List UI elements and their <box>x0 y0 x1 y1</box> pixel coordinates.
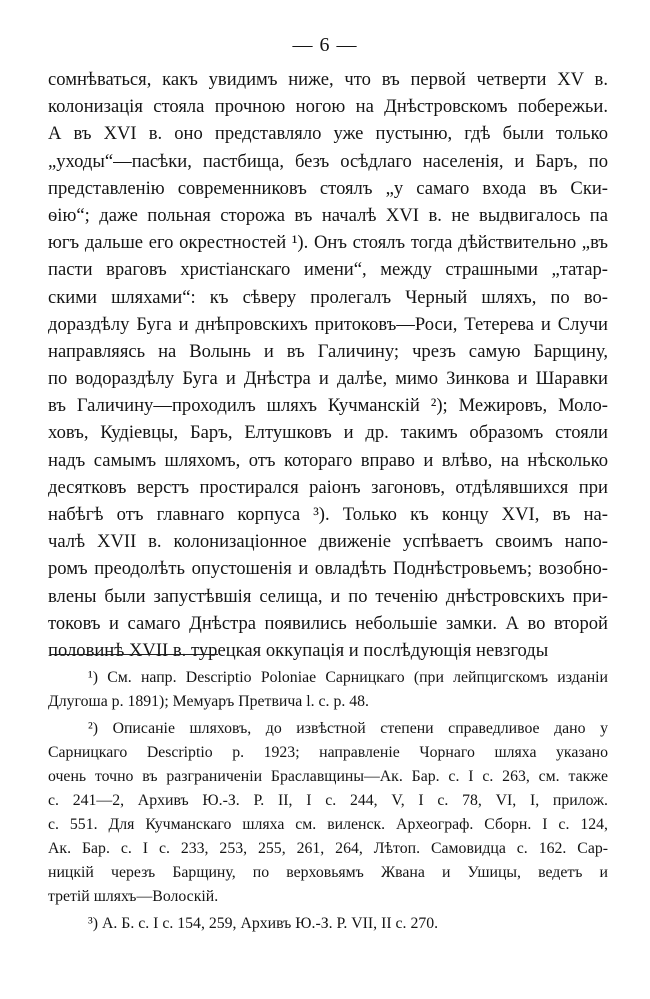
text-line: ѳію“; даже польная сторожа въ началѣ XVI в. не выдвигалось па <box>48 204 608 226</box>
text-line: сомнѣваться, какъ увидимъ ниже, что въ первой четверти XV в. <box>48 69 608 90</box>
footnote-line: очень точно въ разграниченіи Браславщины—Ак. Бар. с. I с. 263, см. также <box>48 768 608 785</box>
footnote-separator <box>50 654 218 655</box>
footnote-line: ²) Описаніе шляховъ, до извѣстной степени справедливое дано у <box>88 720 608 737</box>
page-number: — 6 — <box>292 34 358 56</box>
footnote-line: Ак. Бар. с. I с. 233, 253, 255, 261, 264, Лѣтоп. Самовидца с. 162. Сар- <box>48 840 608 857</box>
text-line: надъ самымъ шляхомъ, отъ котораго вправо и влѣво, на нѣсколько <box>48 449 608 471</box>
text-line: чалѣ XVII в. колонизаціонное движеніе успѣваетъ своимъ напо- <box>48 531 608 553</box>
footnote-line: с. 241—2, Архивъ Ю.-З. Р. II, I с. 244, V, I с. 78, VI, I, прилож. <box>48 792 608 809</box>
text-line: дораздѣлу Буга и днѣпровскихъ притоковъ—Роси, Тетерева и Случи <box>48 313 608 335</box>
footnote-line: Длугоша р. 1891); Мемуаръ Претвича l. c. р. 48. <box>48 693 369 710</box>
text-line: пасти враговъ христіанскаго имени“, между страшными „татар- <box>48 259 608 281</box>
text-line: влены были запустѣвшія селища, и по теченію днѣстровскихъ при- <box>48 585 608 607</box>
footnote-line: ницкій черезъ Барщину, по верховьямъ Жвана и Ушицы, ведетъ и <box>48 864 608 881</box>
footnote-line: ¹) См. напр. Descriptio Poloniae Сарницкаго (при лейпцигскомъ изданіи <box>88 669 608 686</box>
text-line: скими шляхами“: къ сѣверу пролегалъ Черный шляхъ, по во- <box>48 286 608 308</box>
text-line: въ Галичину—проходилъ шляхъ Кучманскій ²); Межировъ, Моло- <box>48 395 608 417</box>
text-line: десятковъ верстъ простирался раіонъ загоновъ, отдѣлявшихся при <box>48 476 608 498</box>
text-line: „уходы“—пасѣки, пастбища, безъ осѣдлаго населенія, и Баръ, по <box>48 150 608 172</box>
text-line: колонизація стояла прочною ногою на Днѣстровскомъ побережьи. <box>48 96 608 118</box>
text-line: ховъ, Кудіевцы, Баръ, Елтушковъ и др. такимъ образомъ стояли <box>48 422 608 444</box>
text-line: набѣгѣ отъ главнаго корпуса ³). Только къ концу XVI, въ на- <box>48 504 608 525</box>
footnote-2 <box>48 717 608 909</box>
text-line: А въ XVI в. оно представляло уже пустыню, гдѣ были только <box>48 123 608 145</box>
footnote-line: третій шляхъ—Волоскій. <box>48 888 219 905</box>
footnote-1 <box>48 666 608 714</box>
footnote-line: Сарницкаго Descriptio р. 1923; направленіе Чорнаго шляха указано <box>48 744 608 761</box>
text-line: по водораздѣлу Буга и Днѣстра и далѣе, мимо Зинкова и Шаравки <box>48 368 608 390</box>
footnote-line: с. 551. Для Кучманскаго шляха см. виленск. Археограф. Сборн. I с. 124, <box>48 816 608 833</box>
text-line: представленію современниковъ стоялъ „у самаго входа въ Ски- <box>48 177 608 199</box>
footnotes <box>48 666 608 936</box>
text-line: токовъ и самаго Днѣстра появились небольшіе замки. А во второй <box>48 612 608 634</box>
text-line: ромъ преодолѣть опустошенія и овладѣть Поднѣстровьемъ; возобно- <box>48 558 608 580</box>
footnote-3 <box>48 912 608 936</box>
text-line: югъ дальше его окрестностей ¹). Онъ стоялъ тогда дѣйствительно „въ <box>48 232 608 254</box>
main-text <box>48 66 608 664</box>
text-line: половинѣ XVII в. турецкая оккупація и послѣдующія невзгоды <box>48 639 549 661</box>
footnote-line: ³) А. Б. с. I с. 154, 259, Архивъ Ю.-З. Р. VII, II с. 270. <box>88 915 439 932</box>
text-line: направляясь на Волынь и въ Галичину; чрезъ самую Барщину, <box>48 340 608 362</box>
